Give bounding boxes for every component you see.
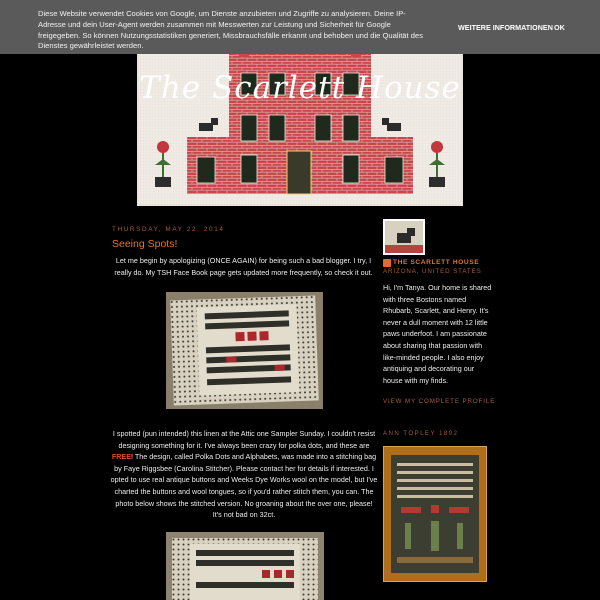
stitched-photo-illustration	[166, 532, 324, 600]
blog-title[interactable]: The Scarlett House	[139, 70, 461, 106]
sidebar-widget-title: ANN TOPLEY 1802	[383, 430, 459, 437]
paragraph-2-text-a: I spotted (pun intended) this linen at the Attic one Sampler Sunday. I couldn't resist designing something for it. I've always been crazy for polka dots, and these are	[112, 429, 376, 450]
profile-location: ARIZONA, UNITED STATES	[383, 268, 482, 275]
paragraph-2-text-b: ! The design, called Polka Dots and Alphabets, was made into a stitching bag by Faye Riggsbee (Carolina Stitcher). Please contact her for details if interested. I opted to use real antique buttons and Weeks Dye Works wool on the model, but I've charted the buttons and wool tongues, so if you'd rather stitch them, you can. The photo below shows the stitched version. No groaning about the over one, please! It's not bad on 32ct.	[110, 452, 378, 520]
sidebar-sampler-image[interactable]	[383, 446, 487, 582]
sampler-illustration	[391, 455, 479, 573]
ok-button[interactable]: OK	[554, 23, 565, 32]
post-photo-stitched[interactable]	[166, 532, 324, 600]
view-complete-profile-link[interactable]: VIEW MY COMPLETE PROFILE	[383, 398, 496, 405]
avatar-illustration	[383, 219, 425, 255]
blog-header-image[interactable]	[137, 41, 463, 206]
blogger-profile-icon	[383, 259, 391, 267]
profile-name-link[interactable]: THE SCARLETT HOUSE	[393, 259, 480, 266]
house-illustration	[139, 43, 461, 204]
post-photo-sampler[interactable]	[166, 292, 323, 409]
profile-avatar[interactable]	[383, 219, 425, 255]
free-chart-link[interactable]: FREE	[111, 452, 131, 462]
post-paragraph-2	[110, 428, 378, 521]
more-info-link[interactable]: WEITERE INFORMATIONEN	[458, 23, 553, 32]
cookie-banner-text: Diese Website verwendet Cookies von Google, um Dienste anzubieten und Zugriffe zu analysieren. Deine IP-Adresse und dein User-Agent werden zusammen mit Messwerten zur Leistung und Sicherheit für Google freigegeben. So können Nutzungsstatistiken generiert, Missbrauchsfälle erkannt und behoben und die Qualität des Dienstes gewährleistet werden.	[38, 9, 423, 51]
sampler-photo-illustration	[166, 292, 323, 409]
profile-description: Hi, I'm Tanya. Our home is shared with three Bostons named Rhubarb, Scarlett, and Henry. It's never a dull moment with 12 little paws underfoot. I am passionate about sharing that passion with like-minded people. I also enjoy antiquing and decorating our house with my finds.	[383, 283, 492, 385]
post-date: THURSDAY, MAY 22, 2014	[112, 226, 225, 233]
sampler-image-content	[391, 455, 479, 573]
post-title[interactable]: Seeing Spots!	[112, 238, 178, 250]
cookie-banner	[0, 0, 600, 54]
post-paragraph-1: Let me begin by apologizing (ONCE AGAIN) for being such a bad blogger. I try, I really do. My TSH Face Book page gets updated more frequently, so check it out.	[114, 256, 373, 277]
